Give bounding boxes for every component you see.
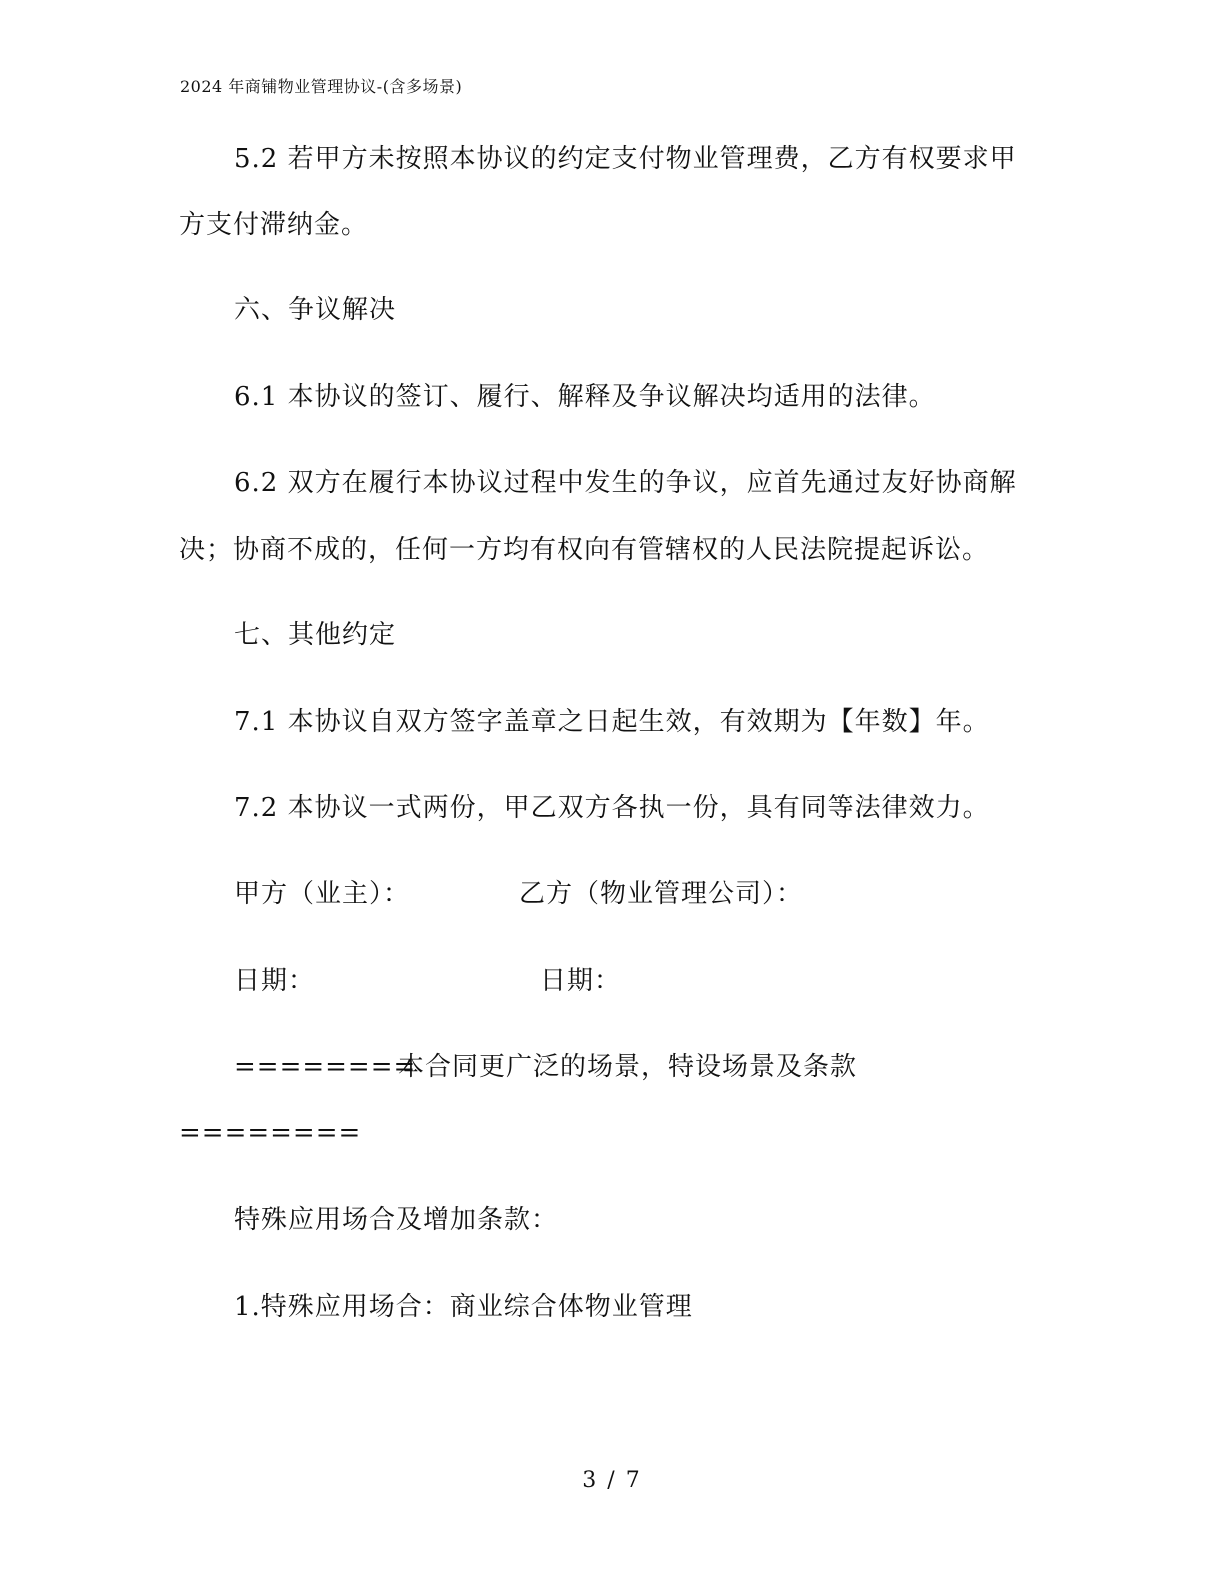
page-number: 3 / 7 — [582, 1468, 642, 1493]
separator-left-marks: ======== — [234, 1052, 417, 1082]
clause-7-2: 7.2 本协议一式两份，甲乙双方各执一份，具有同等法律效力。 — [234, 793, 990, 823]
separator-title: 本合同更广泛的场景，特设场景及条款 — [398, 1052, 858, 1082]
page-header: 2024 年商铺物业管理协议-(含多场景) — [180, 77, 463, 96]
clause-6-2-line2: 决；协商不成的，任何一方均有权向有管辖权的人民法院提起诉讼。 — [179, 535, 990, 565]
clause-6-2-line1: 6.2 双方在履行本协议过程中发生的争议，应首先通过友好协商解 — [234, 468, 1017, 498]
party-a-date-label: 日期： — [234, 966, 316, 996]
clause-6-1: 6.1 本协议的签订、履行、解释及争议解决均适用的法律。 — [234, 382, 936, 412]
section-6-heading: 六、争议解决 — [234, 295, 397, 325]
clause-5-2-line2: 方支付滞纳金。 — [179, 210, 369, 240]
party-b-signature-label: 乙方（物业管理公司）： — [519, 879, 804, 909]
clause-7-1: 7.1 本协议自双方签字盖章之日起生效，有效期为【年数】年。 — [234, 707, 990, 737]
separator-right-marks: ======== — [179, 1118, 362, 1148]
special-scenarios-heading: 特殊应用场合及增加条款： — [234, 1205, 559, 1235]
section-7-heading: 七、其他约定 — [234, 620, 397, 650]
clause-5-2-line1: 5.2 若甲方未按照本协议的约定支付物业管理费，乙方有权要求甲 — [234, 144, 1017, 174]
party-b-date-label: 日期： — [540, 966, 622, 996]
party-a-signature-label: 甲方（业主）： — [234, 879, 411, 909]
special-scenario-item-1: 1.特殊应用场合：商业综合体物业管理 — [234, 1292, 693, 1322]
